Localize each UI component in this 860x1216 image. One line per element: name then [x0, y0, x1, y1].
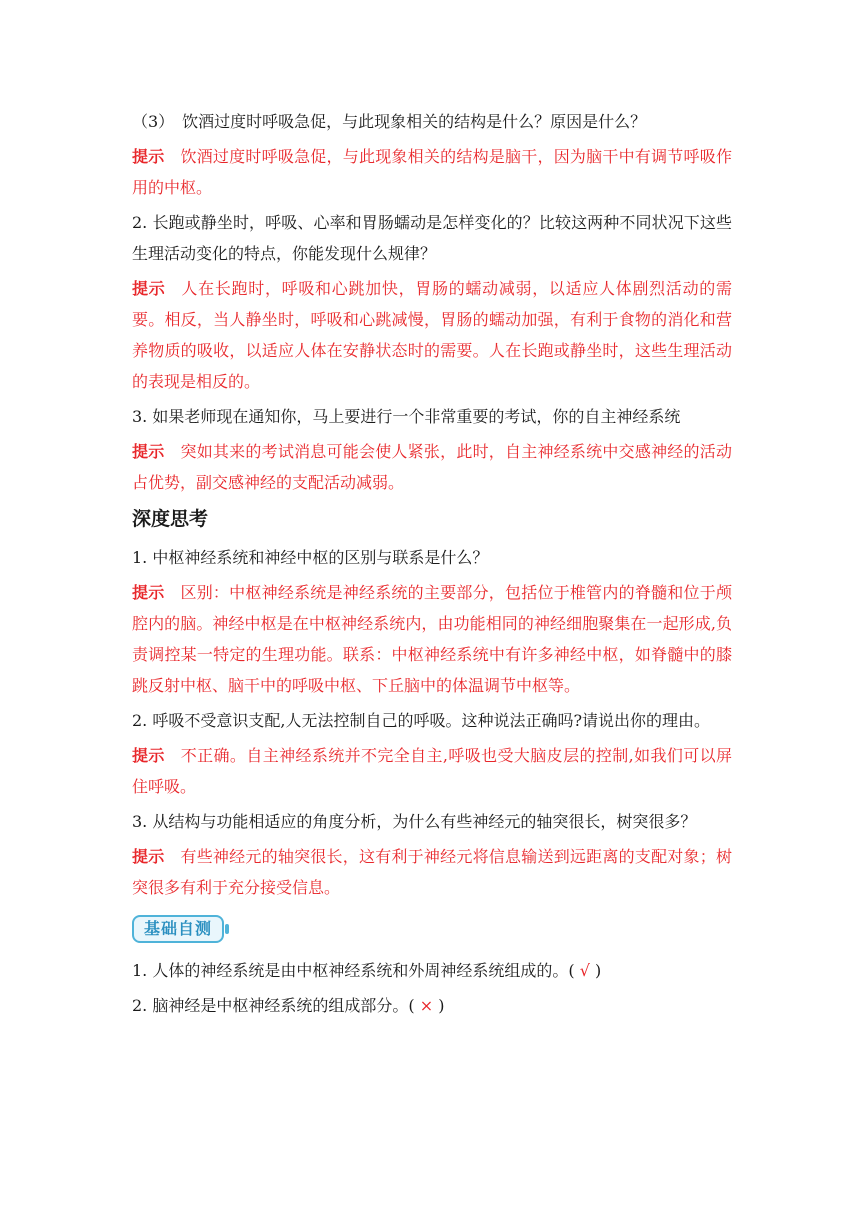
- question-exam: 3. 如果老师现在通知你，马上要进行一个非常重要的考试，你的自主神经系统: [132, 407, 681, 426]
- deep-question-1: 1. 中枢神经系统和神经中枢的区别与联系是什么？: [132, 548, 489, 567]
- answer-text: 突如其来的考试消息可能会使人紧张，此时，自主神经系统中交感神经的活动占优势，副交感神经的支配活动减弱。: [132, 442, 732, 492]
- question-3: （3） 饮酒过度时呼吸急促，与此现象相关的结构是什么？原因是什么？: [132, 112, 647, 131]
- answer-exam: [132, 436, 732, 498]
- cross-mark: ×: [414, 996, 439, 1015]
- hint-tag: 提示: [132, 279, 166, 298]
- section-heading-deep-thinking: 深度思考: [132, 508, 209, 530]
- check-mark: √: [574, 961, 595, 980]
- answer-text: 有些神经元的轴突很长，这有利于神经元将信息输送到远距离的支配对象；树突很多有利于充分接受信息。: [132, 847, 732, 897]
- answer-3: [132, 141, 732, 203]
- hint-tag: 提示: [132, 147, 165, 166]
- deep-question-2: 2. 呼吸不受意识支配,人无法控制自己的呼吸。这种说法正确吗?请说出你的理由。: [132, 711, 711, 730]
- close-paren: ): [594, 961, 602, 980]
- answer-text: 不正确。自主神经系统并不完全自主,呼吸也受大脑皮层的控制,如我们可以屏住呼吸。: [132, 746, 732, 796]
- answer-run: [132, 273, 732, 397]
- close-paren: ): [438, 996, 445, 1015]
- deep-answer-2: [132, 740, 732, 802]
- answer-text: 饮酒过度时呼吸急促，与此现象相关的结构是脑干，因为脑干中有调节呼吸作用的中枢。: [132, 147, 732, 197]
- self-test-item-1: [132, 955, 732, 986]
- deep-answer-1: [132, 577, 732, 701]
- hint-tag: 提示: [132, 442, 165, 461]
- self-test-badge-wrap: [132, 915, 732, 945]
- self-test-badge: 基础自测: [132, 915, 224, 943]
- hint-tag: 提示: [132, 583, 165, 602]
- content-column: [132, 106, 732, 1025]
- hint-tag: 提示: [132, 746, 165, 765]
- answer-text: 区别：中枢神经系统是神经系统的主要部分，包括位于椎管内的脊髓和位于颅腔内的脑。神经中枢是在中枢神经系统内，由功能相同的神经细胞聚集在一起形成,负责调控某一特定的生理功能。联系：中枢神经系统中有许多神经中枢，如脊髓中的膝跳反射中枢、脑干中的呼吸中枢、下丘脑中的体温调节中枢等。: [132, 583, 732, 695]
- hint-tag: 提示: [132, 847, 165, 866]
- deep-question-3: 3. 从结构与功能相适应的角度分析，为什么有些神经元的轴突很长，树突很多？: [132, 812, 697, 831]
- self-test-text: 2. 脑神经是中枢神经系统的组成部分。(: [132, 996, 415, 1015]
- self-test-item-2: [132, 990, 732, 1021]
- self-test-text: 1. 人体的神经系统是由中枢神经系统和外周神经系统组成的。(: [132, 961, 575, 980]
- deep-answer-3: [132, 841, 732, 903]
- answer-text: 人在长跑时，呼吸和心跳加快，胃肠的蠕动减弱，以适应人体剧烈活动的需要。相反，当人静坐时，呼吸和心跳减慢，胃肠的蠕动加强，有利于食物的消化和营养物质的吸收，以适应人体在安静状态时的需要。人在长跑或静坐时，这些生理活动的表现是相反的。: [132, 279, 732, 391]
- question-run: 2. 长跑或静坐时，呼吸、心率和胃肠蠕动是怎样变化的？比较这两种不同状况下这些生理活动变化的特点，你能发现什么规律？: [132, 213, 732, 263]
